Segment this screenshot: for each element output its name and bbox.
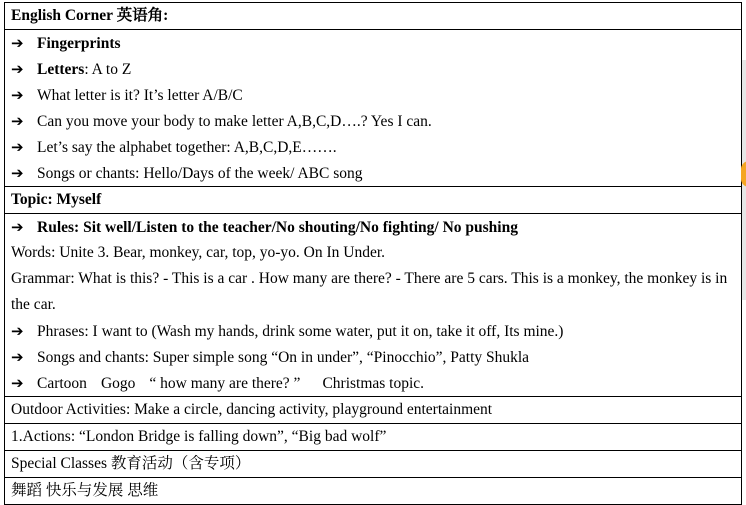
actions-cell: 1.Actions: “London Bridge is falling down”, “Big bad wolf” xyxy=(5,424,742,451)
list-item: ➔ What letter is it? It’s letter A/B/C xyxy=(11,82,735,108)
list-item: ➔ Letters: A to Z xyxy=(11,56,735,82)
cartoon-line: ➔ Cartoon Gogo “ how many are there? ” Christmas topic. xyxy=(11,370,735,396)
arrow-icon: ➔ xyxy=(11,34,24,52)
arrow-icon: ➔ xyxy=(11,322,24,340)
english-corner-cell xyxy=(5,30,742,187)
arrow-icon: ➔ xyxy=(11,112,24,130)
grammar-line: Grammar: What is this? - This is a car . How many are there? - There are 5 cars. This is a monkey, the monkey is in the car. xyxy=(11,270,728,313)
activities-cell: 舞蹈 快乐与发展 思维 xyxy=(5,478,742,505)
arrow-icon: ➔ xyxy=(11,164,24,182)
words-line: Words: Unite 3. Bear, monkey, car, top, yo-yo. On In Under. xyxy=(11,244,386,261)
special-classes-cell: Special Classes 教育活动（含专项） xyxy=(5,451,742,478)
list-item: ➔ Let’s say the alphabet together: A,B,C,D,E……. xyxy=(11,134,735,160)
lesson-plan-table xyxy=(4,2,742,505)
arrow-icon: ➔ xyxy=(11,86,24,104)
arrow-icon: ➔ xyxy=(11,348,24,366)
topic-title: Topic: Myself xyxy=(11,191,102,208)
arrow-icon: ➔ xyxy=(11,138,24,156)
rules-line: ➔ Rules: Sit well/Listen to the teacher/No shouting/No fighting/ No pushing xyxy=(11,214,735,240)
list-item: ➔ Songs or chants: Hello/Days of the week/ ABC song xyxy=(11,160,735,186)
phrases-line: ➔ Phrases: I want to (Wash my hands, drink some water, put it on, take it off, Its mine.) xyxy=(11,318,735,344)
arrow-icon: ➔ xyxy=(11,374,24,392)
outdoor-activities-cell: Outdoor Activities: Make a circle, dancing activity, playground entertainment xyxy=(5,397,742,424)
arrow-icon: ➔ xyxy=(11,60,24,78)
arrow-icon: ➔ xyxy=(11,218,24,236)
list-item: ➔ Fingerprints xyxy=(11,30,735,56)
english-corner-title: English Corner 英语角: xyxy=(11,7,169,24)
english-corner-header xyxy=(5,3,742,30)
side-marker[interactable] xyxy=(741,161,746,187)
songs-line: ➔ Songs and chants: Super simple song “On in under”, “Pinocchio”, Patty Shukla xyxy=(11,344,735,370)
list-item: ➔ Can you move your body to make letter A,B,C,D….? Yes I can. xyxy=(11,108,735,134)
topic-cell xyxy=(5,214,742,397)
topic-header xyxy=(5,187,742,214)
